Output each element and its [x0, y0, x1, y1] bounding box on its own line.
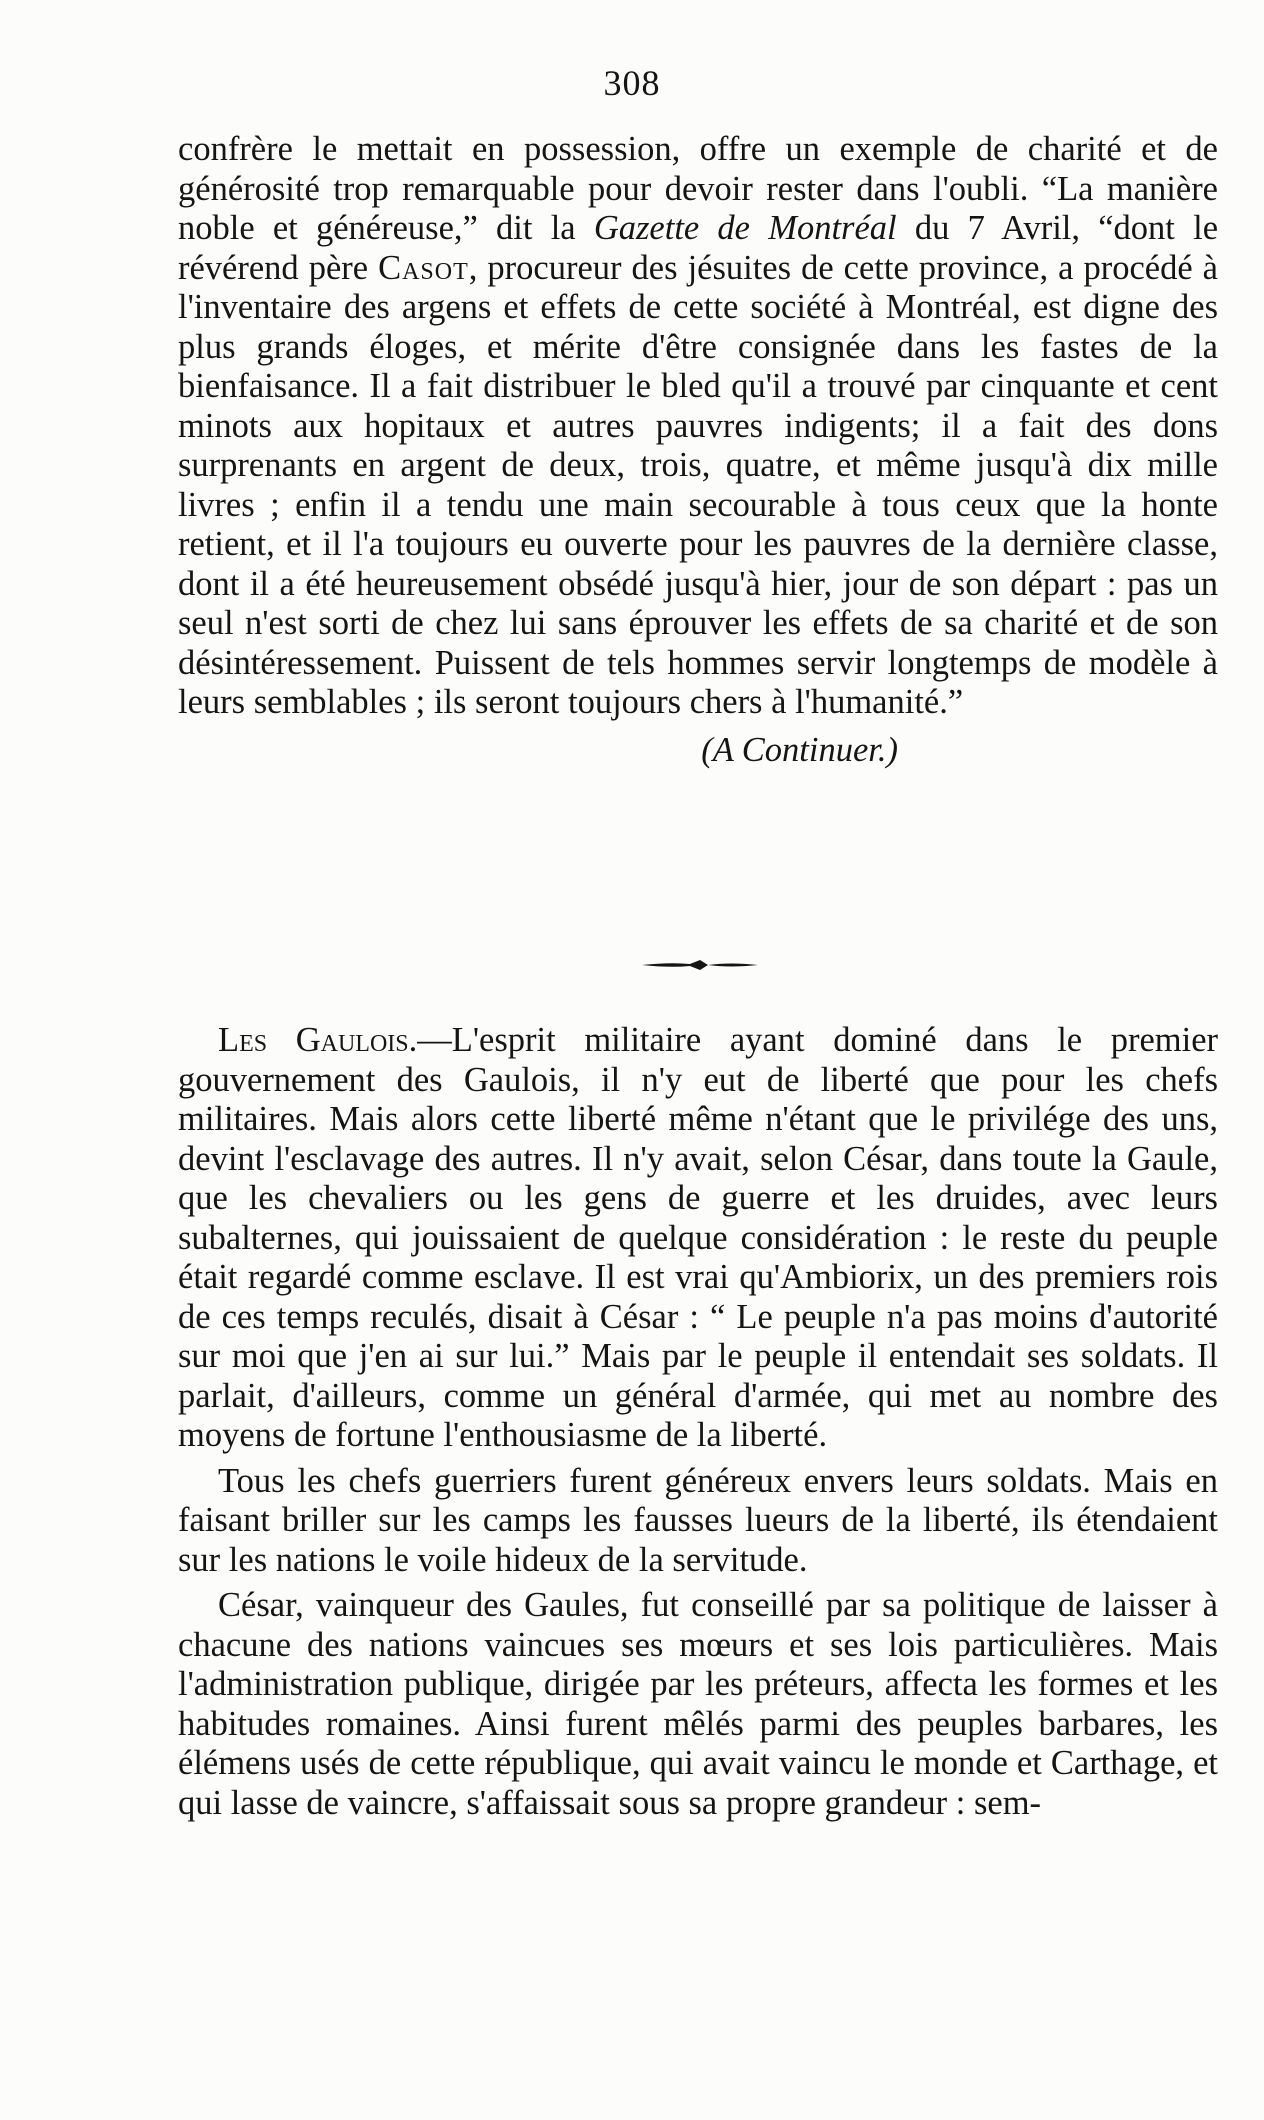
section-gaulois — [178, 1015, 1218, 1823]
section-separator — [640, 958, 760, 972]
paragraph-text-a: confrère le mettait en possession, offre un exemple de charité et de générosité trop remarquable pour devoir rester dans l'oubli. “La manière noble et généreuse,” dit la — [178, 130, 1218, 247]
paragraph-text-b: du 7 Avril, “dont le révérend père — [178, 209, 1219, 287]
gaulois-para1-text: L'esprit militaire ayant dominé dans le premier gouvernement des Gaulois, il n'y eut de liberté que pour les chefs militaires. Mais alors cette liberté même n'étant que le privilége des uns, devint l'esclavage des autres. Il n'y avait, selon César, dans toute la Gaule, que les chevaliers ou les gens de guerre et les druides, avec leurs subalternes, qui jouissaient de quelque considération : le reste du peuple était regardé comme esclave. Il est vrai qu'Ambiorix, un des premiers rois de ces temps reculés, disait à César : “ Le peuple n'a pas moins d'autorité sur moi que j'en ai sur lui.” Mais par le peuple il entendait ses soldats. Il parlait, d'ailleurs, comme un général d'armée, qui met au nombre des moyens de fortune l'enthousiasme de la liberté. — [178, 1021, 1219, 1454]
section-casot-article — [178, 130, 1218, 770]
page-number: 308 — [603, 63, 661, 103]
continuation-text: A Continuer. — [712, 730, 887, 769]
name-casot: Casot — [378, 248, 469, 287]
gaulois-paragraph-1: Les Gaulois.—L'esprit militaire ayant dominé dans le premier gouvernement des Gaulois, il n'y eut de liberté que pour les chefs militaires. Mais alors cette liberté même n'étant que le privilége des uns, devint l'esclavage des autres. Il n'y avait, selon César, dans toute la Gaule, que les chevaliers ou les gens de guerre et les druides, avec leurs subalternes, qui jouissaient de quelque considération : le reste du peuple était regardé comme esclave. Il est vrai qu'Ambiorix, un des premiers rois de ces temps reculés, disait à César : “ Le peuple n'a pas moins d'autorité sur moi que j'en ai sur lui.” Mais par le peuple il entendait ses soldats. Il parlait, d'ailleurs, comme un général d'armée, qui met au nombre des moyens de fortune l'enthousiasme de la liberté. — [178, 1021, 1219, 1454]
article-paragraph — [178, 130, 1218, 723]
section-heading: Les Gaulois — [218, 1021, 409, 1059]
gaulois-paragraph-2: Tous les chefs guerriers furent généreux envers leurs soldats. Mais en faisant briller sur les camps les fausses lueurs de la liberté, ils étendaient sur les nations le voile hideux de la servitude. — [178, 1461, 1218, 1579]
gaulois-paragraph-3: César, vainqueur des Gaules, fut conseillé par sa politique de laisser à chacune des nations vaincues ses mœurs et ses lois particulières. Mais l'administration publique, dirigée par les préteurs, affecta les formes et les habitudes romaines. Ainsi furent mêlés parmi des peuples barbares, les élémens usés de cette république, qui avait vaincu le monde et Carthage, et qui lasse de vaincre, s'affaissait sous sa propre grandeur : sem- — [178, 1586, 1218, 1822]
gazette-source: Gazette de Montréal — [593, 209, 897, 247]
paragraph-text-c: , procureur des jésuites de cette province, a procédé à l'inventaire des argens et effets de cette société à Montréal, est digne des plus grands éloges, et mérite d'être consignée dans les fastes de la bienfaisance. Il a fait distribuer le bled qu'il a trouvé par cinquante et cent minots aux hopitaux et autres pauvres indigents; il a fait des dons surprenants en argent de deux, trois, quatre, et même jusqu'à dix mille livres ; enfin il a tendu une main secourable à tous ceux que la honte retient, et il l'a toujours eu ouverte pour les pauvres de la dernière classe, dont il a été heureusement obsédé jusqu'à hier, jour de son départ : pas un seul n'est sorti de chez lui sans éprouver les effets de sa charité et de son désintéressement. Puissent de tels hommes servir longtemps de modèle à leurs semblables ; ils seront toujours chers à l'humanité.” — [178, 248, 1218, 721]
continuation-note: (A Continuer.) — [701, 730, 898, 769]
